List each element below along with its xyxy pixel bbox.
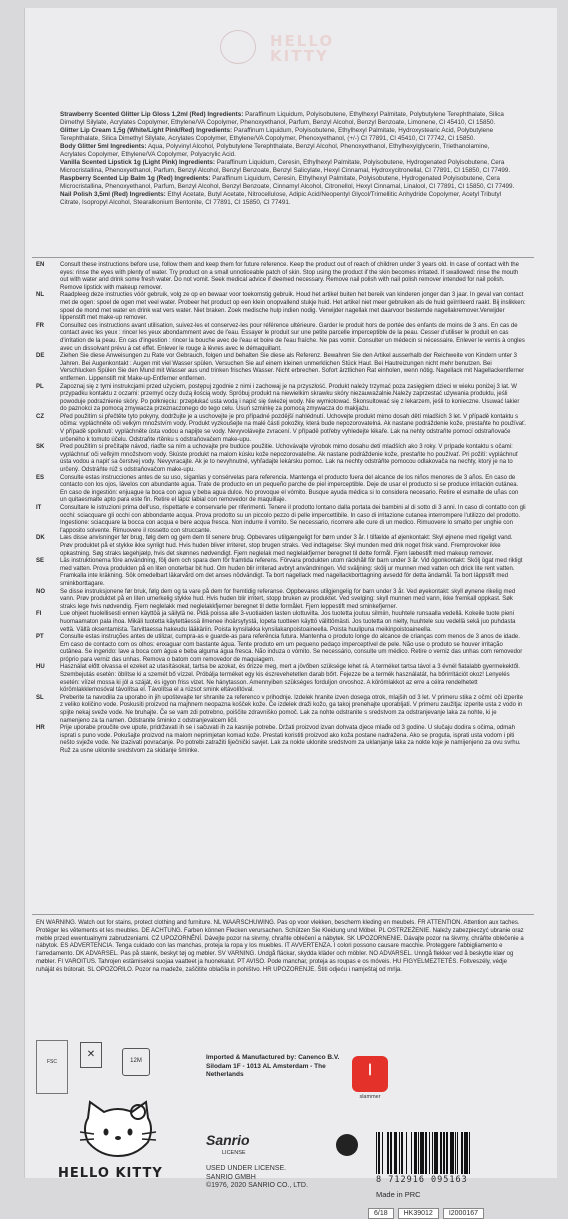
- warning-text: EN WARNING. Watch out for stains, protect clothing and furniture. NL WAARSCHUWING. Pas op voor vlekken, bescherm kleding en meubels. FR ATTENTION. Attention aux taches. Protéger les vêtements et les meubles. DE ACHTUNG. Farben können Flecken verursachen. Schützen Sie Kleidung und Möbel. PL OSTRZEŻENIE. Należy zabezpieczyć ubranie oraz meble przed ewentualnymi zabrudzeniami. CZ UPOZORNĚNÍ. Dávejte pozor na skvrny, chraňte oblečení a nábytek. SK UPOZORNENIE. Dávajte pozor na škvrny, chráňte oblečenie a nábytok. ES ADVERTENCIA. Tenga cuidado con las manchas, proteja la ropa y los muebles. IT AVVERTENZA. I colori possono causare macchie. Proteggere l'abbigliamento e l'arredamento. DK ADVARSEL. Pas på stænk, beskyt tøj og møbler. SV VARNING. Undgå fläckar, skydda kläder och möbler. NO ADVARSEL. Unngå flekker ved å beskytte klær og møbler. FI VAROITUS. Tahrojen estämiseksi suojaa vaatteet ja huonekalut. PT AVISO. Pode manchar, proteja as roupas e os móveis. HU FIGYELMEZTETÉS. Foltveszély, védje ruháját és bútorait. SL OPOZORILO. Pozor na madeže, zaščitite oblačila in pohištvo. HR UPOZORENJE. Štiti odjeću i namještaj od mrlja.: [36, 920, 524, 973]
- language-text: Prije uporabe proučite ove upute, pridržavati ih se i sačuvati ih za kasnije potrebe. Držati proizvod izvan dohvata djece mlađe od 3 godine. U slučaju dodira s očima, odmah isprati s puno vode. Pokušajte proizvod na malom neprimjetan komad kože. Prestati koristiti proizvod ako koža postane nadražena. Ako se proguta, isprati usta vodom i piti nešto svježe vode. Ne izazivati povraćanje. Po potrebi zatražiti liječnički savjet. Lak za nokte uklonite sredstvom za uklanjanje laka za nokte koje je namijenjeno za ovu svrhu. Ruž za usne uklonite sredstvom za skidanje šminke.: [60, 725, 521, 754]
- barcode-bar: [469, 1132, 470, 1174]
- language-code: SK: [36, 444, 45, 451]
- language-text: Läs instruktionerna före användning, följ dem och spara dem för framtida referens. Förvara produkten utom räckhåll för barn under 3 år. Vid ögonkontakt: Skölj ögat med rikligt med vatten. Prova produkten på en liten onoterbar bit hud. Om huden blir irriterad avbryt användningen. Vid sväljning: skölj ur munnen med vatten och drick lite rent vatten. Framkalla inte kräkning. Sök omedelbart läkarvård om det anses nödvändigt. Ta bort nagellack med nagellackborttagning avsedd för detta ändamål. Ta bort läppstift med sminkborttagare.: [60, 558, 523, 587]
- language-text: Consultare le istruzioni prima dell'uso, rispettarle e conservarle per riferimenti. Tenere il prodotto lontano dalla portata dei bambini al di sotto di 3 anni. In caso di contatto con gli occhi: sciacquare gli occhi con abbondante acqua. Prova prodotto su un piccolo pezzo di pelle impercettibile. In caso di irritazione cutanea interrompere l'utilizzo del prodotto. Ingestione: sciacquare la bocca con acqua e bere acqua fresca. Non indurre il vomito. Se necessario, ricorrere alle cure di un medico. Rimuovere lo smalto per unghie con l'apposito solvente. Rimuovere il rossetto con struccante.: [60, 505, 526, 534]
- header-logo: [220, 30, 390, 70]
- language-text: Consulte estas instruções antes de utilizar, cumpra-as e guarde-as para referência futura. Mantenha o produto longe do alcance de crianças com menos de 3 anos de idade. Em caso de contacto com os olhos: enxaguar com bastante água. Tente produto em um pequeno pedaço imperceptível de pele. Não use o produto se houver irritação cutânea. Se ingerido: lave a boca com água e beba alguma água fresca. Não induza o vómito. Se necessário, consulte um médico. Retire o verniz das unhas com removedor próprio para verniz das unhas. Remova o batom com removedor de maquiagem.: [60, 634, 523, 663]
- language-code: SE: [36, 558, 45, 565]
- ingredient-text: Ethyl Acetate, Butyl Acetate, Nitrocellulose, Adipic Acid/Neopentyl Glycol/Trimellitic Anhydride Copolymer, Acetyl Tributyl Citrate, Isopropyl Alcohol, Stearalkonium Bentonite, CI 77891, CI 15850, CI 77491.: [60, 191, 502, 206]
- language-row: [36, 505, 526, 535]
- ingredient-title: Raspberry Scented Lip Balm 1g (Red) Ingredients:: [60, 175, 211, 182]
- language-code: NO: [36, 588, 45, 595]
- ingredient-text: Paraffinum Liquidum, Ceresin, Ethylhexyl Palmitate, Polyisobutene, Hydrogenated Polyisobutene, Cera Microcristallina, Phenoxyethanol, Parfum, Benzyl Alcohol, Benzyl Benzoate, Benzyl Salicylate, Hexyl Cinnamal, Hydroxycitronellal, CI 77891, CI 15850, CI 77499.: [60, 159, 511, 174]
- language-row: [36, 444, 526, 474]
- language-row: [36, 384, 526, 414]
- language-row: [36, 535, 526, 558]
- ingredient-title: Vanilla Scented Lipstick 1g (Light Pink) Ingredients:: [60, 159, 215, 166]
- divider: [32, 914, 534, 915]
- language-text: Ziehen Sie diese Anweisungen zu Rate vor Gebrauch, folgen und behalten Sie diese als Referenz. Bewahren Sie den Artikel ausserhalb der Reichweite von Kindern unter 3 Jahren. Bei Augenkontakt : Augen mit viel Wasser spülen. Versuchen Sie auf einem kleinen unmerklichen Stück Haut. Bei Hautreizungen nicht mehr benutzen. Bei Verschlucken Spülen Sie den Mund mit Wasser aus und trinken frisches Wasser. Nicht erbrechen. Sofort ärztlichen Rat einholen, wenn nötig. Nagellack mit Nagellackentferner entfernen. Lippenstift mit Make-up-Entferner entfernen.: [60, 353, 525, 382]
- sanrio-seal-icon: [336, 1134, 358, 1156]
- language-row: [36, 353, 526, 383]
- barcode-bars: [376, 1132, 516, 1174]
- language-row: [36, 695, 526, 725]
- language-code: DE: [36, 353, 45, 360]
- ingredient-title: Glitter Lip Cream 1,5g (White/Light Pink/Red) Ingredients:: [60, 127, 233, 134]
- language-row: [36, 634, 526, 664]
- language-row: [36, 292, 526, 322]
- divider: [32, 257, 534, 258]
- language-text: Pred použitím si prečítajte návod, riaďte sa ním a uchovajte pre budúce použitie. Uchovávajte výrobok mimo dosahu detí mladších ako 3 roky. V prípade kontaktu s očami: vypláchnuť oči veľkým množstvom vody. Skúste produkt na malom kúsku kože nepozorovateľne. Ak nastane podráždenie kože, prestaňte ho používať. Pri požití: vypláchnuť ústa vodou a napiť sa čerstvej vody. Nevyvracajte. Ak je to nevyhnutné, vyhľadajte lekársku pomoc. Lak na nechty odstráňte pomocou odlakovača na nechty, ktorý je na to určený. Odstráňte rúž s odstraňovačom make-upu.: [60, 444, 519, 474]
- language-row: [36, 323, 526, 353]
- language-row: [36, 475, 526, 505]
- ingredient-text: Paraffinum Liquidum, Polyisobutene, Ethylhexyl Palmitate, Polybutylene Terephthalate, Silica Dimethyl Silylate, Acrylates Copolymer, Ethylene/VA Copolymer, Phenoxyethanol, Parfum, Benzyl Alcohol, Benzyl Benzoate, Limonene, CI 45410, CI 15850.: [60, 111, 504, 126]
- language-row: [36, 414, 526, 444]
- ingredient-text: Paraffinum Liquidum, Polyisobutene, Ethylhexyl Palmitate, Hydroxystearic Acid, Polybutylene Terephthalate, Silica Dimethyl Silylate, Acrylates Copolymer, Ethylene/VA Copolymer, Phenoxyethanol, (+/-) CI 77891, CI 45410, CI 77742, CI 15850.: [60, 127, 494, 142]
- recycle-bin-icon: ✕: [80, 1042, 102, 1068]
- language-row: [36, 589, 526, 612]
- license-line: SANRIO GMBH: [206, 1173, 256, 1181]
- language-code: EN: [36, 262, 45, 268]
- language-text: Læs disse anvisninger før brug, følg dem og gem dem til senere brug. Opbevares utilgængeligt for børn under 3 år. I tilfælde af øjenkontakt: Skyl øjnene med rigeligt vand. Prøv produktet på et stykke ikke synligt hud. Hvis huden bliver irriteret, stop brugen straks. Ved indtagelse: Skyl munden med drik noget frisk vand. Fremprovoker ikke opkastning. Søg straks lægehjælp, hvis det skønnes nødvendigt. Fjern neglelak med neglelakfjerner beregnet til dette formål. Fjern læbestift med makeup remover.: [60, 535, 513, 557]
- language-code: HU: [36, 664, 45, 671]
- language-text: Zapoznaj się z tymi instrukcjami przed użyciem, postępuj zgodnie z nimi i zachowaj je na przyszłość. Produkt należy trzymać poza zasięgiem dzieci w wieku poniżej 3 lat. W przypadku kontaktu z oczami: przemyć oczy dużą ilością wody. Spróbuj produkt na niewielkim skrawku skóry niezauważalnie.Należy zaprzestać używania produktu, jeśli powoduje podrażnienie skóry. Po połknięciu: przepłukać usta wodą i napić się świeżej wody. Nie wymiotować. Skonsultować się z lekarzem, jeśli to konieczne. Usuwać lakier do paznokci za pomocą zmywacza przeznaczonego do tego celu. Usuń szminkę za pomocą zmywacza do makijażu.: [60, 383, 520, 413]
- ingredient-title: Body Glitter 5ml Ingredients:: [60, 143, 147, 150]
- language-text: Před použitím si přečtěte tyto pokyny, dodržujte je a uschovejte je pro případné pozdější nahlédnutí. Uchovejte produkt mimo dosah dětí mladších 3 let. V případě kontaktu s očima: vypláchněte oči velkým množstvím vody. Produkt vyzkoušejte na malé části pokožky, která bude nepozorovatelná. Ak nastane podráždenie kože, prestaňte ho používať. V případě spolknutí: vypláchněte ústa vodou a napijte se vody. Nevyvolávejte zvracení. V případě potřeby vyhledejte lékaře. Lak na nehty odstraňte pomocí odstraňovače určeného k tomuto účelu. Odstraňte rtěnku s odstraňovačem make-upu.: [60, 413, 526, 443]
- slammer-logo-icon: ꟾ: [352, 1056, 388, 1092]
- language-code: ES: [36, 474, 45, 481]
- license-line: USED UNDER LICENSE.: [206, 1165, 287, 1172]
- language-code: HR: [36, 725, 45, 732]
- language-code: FI: [36, 611, 42, 618]
- ingredient-entry: [60, 127, 516, 143]
- open-jar-icon: [122, 1048, 150, 1076]
- ingredients-block: [60, 111, 516, 207]
- language-text: Preberite ta navodila za uporabo in jih upoštevajte ter shranite za referenco v prihodnje. Izdelek hranite izven dosega otrok, mlajših od 3 let. V primeru stika z očmi: oči izperite z veliko količino vode. Poskusiti proizvod na majhnem neopazna košček kože. Če izdelek draži kožo, ga takoj prenehajte uporabljati. V primeru zaužitja: izperite usta z vodo in spijte nekaj sveže vode. Ne bruhajte. Če se vam zdi potrebno, poiščite zdravniško pomoč. Lak za nohte odstranite s sredstvom za odstranjevanje laka za nohte, ki je namenjeno za ta namen. Odstranite šminko z odstranjevalcem ličil.: [60, 694, 523, 724]
- product-code: 6/18: [368, 1208, 394, 1219]
- language-instructions: [36, 262, 526, 756]
- importer-info: Imported & Manufactured by: Canenco B.V. Silodam 1F - 1013 AL Amsterdam - The Netherlands: [206, 1054, 340, 1078]
- language-code: IT: [36, 505, 42, 511]
- fsc-label: FSC: [47, 1059, 57, 1065]
- language-code: PT: [36, 634, 44, 641]
- language-text: Raadpleeg deze instructies vóór gebruik, volg ze op en bewaar voor toekomstig gebruik. Houd het artikel buiten het bereik van kinderen jonger dan 3 jaar. In geval van contact met de ogen: spoel de ogen met veel water. Probeer het product op een klein onopvallend stukje huid. Het artikel niet meer gebruiken als de huid geïrriteerd raakt. Bij inslikken: spoel de mond met water en drink wat vers water. Niet braken. Zoek medische hulp indien nodig. Verwijder nagellak met daarvoor bestemde nagellakremover.Verwijder lippenstift met make-up remover.: [60, 292, 526, 322]
- language-code: CZ: [36, 413, 44, 420]
- hello-kitty-face-icon: [80, 1098, 156, 1158]
- license-line: ©1976, 2020 SANRIO CO., LTD.: [206, 1182, 308, 1189]
- jar-label: 12M: [130, 1058, 142, 1064]
- language-text: Consulte estas instrucciones antes de su uso, síganlas y consérvelas para referencia. Mantenga el producto fuera del alcance de los niños menores de 3 años. En caso de contacto con los ojos, lávelos con abundante agua. Trate de producto en un pequeño parche de piel imperceptible. Deje de usar el producto si se produce irritación cutánea. En caso de ingestión: enjuague la boca con agua y beba agua dulce. No provoque el vómito. Busque ayuda médica si lo considera necesario. Retire el esmalte de uñas con un quitaesmalte apto para este fin. Retire el lápiz labial con removedor de maquillaje.: [60, 474, 519, 504]
- sanrio-license-label: LICENSE: [222, 1150, 246, 1156]
- language-row: [36, 558, 526, 588]
- product-code: I2000167: [443, 1208, 484, 1219]
- language-text: Se disse instruksjonene før bruk, følg dem og ta vare på dem for fremtidig referanse. Oppbevares utilgjengelig for barn under 3 år. Ved øyekontakt: skyll øynene rikelig med vann. Prøv produktet på en liten umerkelig stykke hud. Hvis huden blir irritert, stopp bruken av produktet. Ved svelging: skyll munnen med vann, ikke fremkall oppkast. Søk straks lege hvis nødvendig. Fjern neglelakk med neglelakkfjerner beregnet til dette formålet. Fjern leppestift med sminkefjerner.: [60, 588, 516, 610]
- product-codes: [368, 1208, 484, 1219]
- language-row: [36, 262, 526, 292]
- product-code: HK39012: [398, 1208, 439, 1219]
- language-text: Lue ohjeet huolellisesti ennen käyttöä ja säilytä ne. Pidä poissa alle 3-vuotiaiden lasten ulottuvilta. Jos tuotetta joutuu silmiin, huuhtele runsaalla vedellä. Kokeile tuote pieni huomaamaton pala ihoa. Mikäli tuotetta käytettäessä ilmenee ihoärsytystä, lopeta tuotteen käyttö välittömästi. Jos tuotetta on nielty, huuhtele suu vedellä sekä juo puhdasta vettä. Vältä oksentamista. Tarvittaessa hakeudu lääkäriin. Poista kynsilakka kynsilakanpoistoaineella. Poista huulipuna meikinpoistoaineella.: [60, 611, 516, 633]
- language-code: NL: [36, 292, 44, 299]
- ingredient-title: Strawberry Scented Glitter Lip Gloss 1,2ml (Red) Ingredients:: [60, 111, 244, 118]
- language-code: DK: [36, 535, 45, 542]
- language-code: SL: [36, 694, 44, 701]
- language-row: [36, 725, 526, 755]
- language-text: Használat előtt olvassa el ezeket az utasításokat, tartsa be azokat, és őrizze meg, mert a jövőben szüksége lehet rá. A terméket tartsa távol a 3 évnél fiatalabb gyermekektől. Szembejutás esetén: öblítse ki a szemét bő vízzel. Próbálja terméket egy kis észrevehetetlen darab bőrt. Fejezze be a termék használatát, ha bőrirritációt okoz! Lenyelés esetén: víízel mossa ki jól a száját, és igyon friss vizet. Ne hánytasson. Amennyiben szükséges forduljon orvoshoz. A körömlakkot az erre a célra rendelhetett körömlakklemosóval távolítsa el. Távolítsa el a rúzsot smink eltávolítóval.: [60, 664, 520, 694]
- language-row: [36, 664, 526, 694]
- language-text: Consult these instructions before use, follow them and keep them for future reference. Keep the product out of reach of children under 3 years old. In case of contact with the eyes: rinse the eyes with plenty of water. Try product on a small unnoticeable patch of skin. Stop using the product if the skin becomes irritated. If swallowed: rinse the mouth out with water and drink some fresh water. Do not vomit. Seek medical advice if deemed necessary. Remove nail polish with nail polish remover intended for nail polish. Remove lipstick with makeup remover.: [60, 262, 519, 291]
- ingredient-text: Aqua, Polyvinyl Alcohol, Polybutylene Terephthalate, Benzyl Alcohol, Phenoxyethanol, Ethylhexylglycerin, Triethanolamine, Acrylates Copolymer, Ethylene/VA Copolymer, Polyacrylic Acid.: [60, 143, 490, 158]
- ingredient-entry: [60, 191, 516, 207]
- license-text: [206, 1165, 308, 1191]
- language-row: [36, 611, 526, 634]
- hello-kitty-logo: HELLO KITTY: [58, 1166, 163, 1181]
- ingredient-title: Nail Polish 3,5ml (Red) Ingredients:: [60, 191, 166, 198]
- language-code: PL: [36, 383, 44, 390]
- sanrio-logo: Sanrio: [206, 1132, 250, 1148]
- fsc-icon: [36, 1040, 68, 1094]
- language-code: FR: [36, 322, 44, 329]
- ingredient-entry: [60, 159, 516, 175]
- made-in-label: Made in PRC: [376, 1190, 421, 1199]
- barcode-number: 8 712916 095163: [376, 1175, 468, 1185]
- ingredient-entry: [60, 143, 516, 159]
- footer: [36, 1040, 536, 1217]
- barcode: [376, 1132, 516, 1184]
- header-logo-text: HELLO KITTY: [270, 32, 335, 65]
- ingredient-entry: [60, 111, 516, 127]
- ingredient-text: Paraffinum Liquidum, Ceresin, Ethylhexyl Palmitate, Polyisobutene, Hydrogenated Polyisobutene, Cera Microcristallina, Phenoxyethanol, Parfum, Benzyl Alcohol, Benzyl Benzoate, Cinnamyl Alcohol, Citronellol, Hexyl Cinnamal, Linalool, CI 77891, CI 15850, CI 77499.: [60, 175, 515, 190]
- hello-kitty-icon: [220, 30, 256, 64]
- language-text: Consultez ces instructions avant utilisation, suivez-les et conservez-les pour référence ultérieure. Garder le produit hors de portée des enfants de moins de 3 ans. En cas de contact avec les yeux : rincer les yeux abondamment avec de l'eau. Essayer le produit sur une petite parcelle imperceptible de la peau. Cesser d'utiliser le produit en cas d'irritation de la peau. En cas d'ingestion : rincer la bouche avec de l'eau et boire de l'eau fraîche. Ne pas vomir. Consulter un médecin si nécessaire. Enlever le vernis à ongles avec un dissolvant prévu à cet effet. Enlever le rouge à lèvres avec le démaquillant.: [60, 322, 525, 352]
- ingredient-entry: [60, 175, 516, 191]
- slammer-label: slammer: [359, 1094, 381, 1100]
